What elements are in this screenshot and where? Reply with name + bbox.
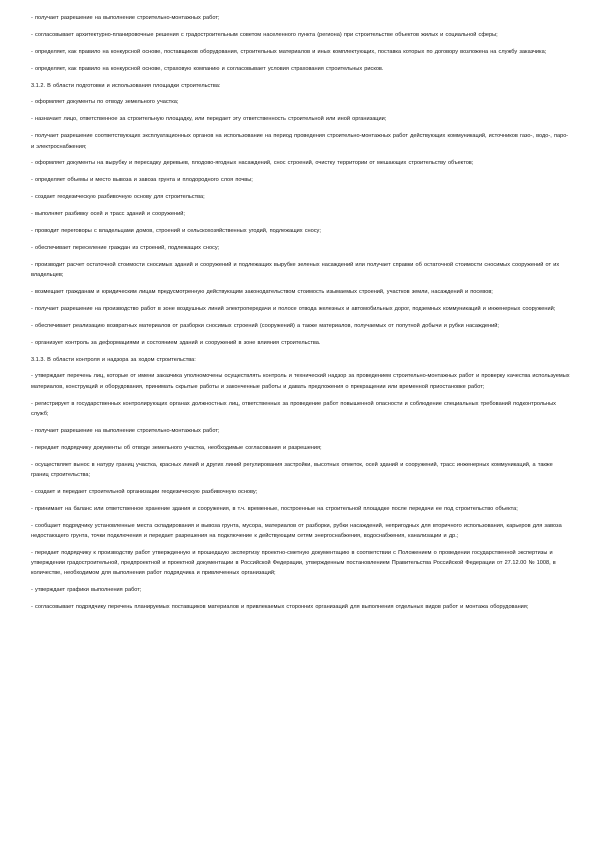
list-item: - оформляет документы по отводу земельного участка; [31, 99, 179, 106]
list-item: - определяет, как правило на конкурсной основе, поставщиков оборудования, строительных материалов и иных комплектующих, поставка которых по договору возложена на службу заказчика; [31, 48, 547, 55]
list-item: - принимает на баланс или ответственное хранение здания и сооружения, в т.ч. временные, построенные на строительной площадке после передачи ее под строительство объекта; [31, 505, 518, 512]
list-item: - согласовывает архитектурно-планировочные решения с градостроительным советом населенного пункта (региона) при строительстве объектов жилых и социальной сферы; [31, 31, 498, 38]
list-item: - получает разрешение на выполнение строительно-монтажных работ; [31, 15, 220, 21]
list-item: - выполняет разбивку осей и трасс зданий и сооружений; [31, 211, 185, 218]
list-item: - проводит переговоры с владельцами домов, строений и сельскохозяйственных угодий, подлежащих сносу; [31, 227, 321, 234]
list-item: - обеспечивает реализацию возвратных материалов от разборки сносимых строений (сооружений) а также материалов, получаемых от попутной добычи и рубки насаждений; [31, 322, 499, 329]
section-heading: 3.1.3. В области контроля и надзора за ходом строительства: [31, 356, 196, 363]
list-item: - оформляет документы на вырубку и пересадку деревьев, плодово-ягодных насаждений, снос строений, очистку территории от мешающих строительству объектов; [31, 160, 474, 167]
list-item: - осуществляет вынос в натуру границ участка, красных линий и других линий регулирования застройки, высотных отметок, осей зданий и сооружений, трасс инженерных коммуникаций, а также границ строительства; [31, 461, 553, 478]
list-item: - утверждает графики выполнения работ; [31, 587, 142, 594]
list-item: - регистрирует в государственных контролирующих органах должностных лиц, ответственных за проведение работ повышенной опасности и соблюдение специальных требований подконтрольных служб; [31, 400, 556, 417]
list-item: - получает разрешение на производство работ в зоне воздушных линий электропередачи и полосе отвода железных и автомобильных дорог, подземных коммуникаций и инженерных сооружений; [31, 305, 556, 312]
list-item: - передает подрядчику документы об отводе земельного участка, необходимые согласования и разрешения; [31, 444, 322, 451]
list-item: - получает разрешение соответствующих эксплуатационных органов на использование на период проведения строительно-монтажных работ действующих коммуникаций, источников газо-, водо-, паро- и электроснабжения; [31, 133, 569, 150]
list-item: - передает подрядчику к производству работ утвержденную и прошедшую экспертизу проектно-сметную документацию в соответствии с Положением о проведении государственной экспертизы и утверждении градостроительной, предпроектной и проектной документации в Российской Федерации, утвержденным постановлением Правительства Российской Федерации от 27.12.00 № 1008, в количестве, необходимом для выполнения работ подрядчика и привлеченных организаций; [31, 549, 556, 577]
list-item: - организует контроль за деформациями и состоянием зданий и сооружений в зоне влияния строительства. [31, 339, 321, 346]
list-item: - назначает лицо, ответственное за строительную площадку, или передает эту ответственность строительной или иной организации; [31, 116, 387, 123]
section-heading: 3.1.2. В области подготовки и использования площадки строительства: [31, 82, 221, 89]
list-item: - определяет объемы и место вывоза и завоза грунта и плодородного слоя почвы; [31, 177, 253, 184]
list-item: - определяет, как правило на конкурсной основе, страховую компанию и согласовывает условия страхования строительных рисков. [31, 65, 384, 72]
list-item: - сообщает подрядчику установленные места складирования и вывоза грунта, мусора, материалов от разборки, рубки насаждений, непригодных для вторичного использования, карьеров для завоза недостающего грунта, точки подключения и передает разрешения на подключение к действующим сетям энергоснабжения, водоснабжения, канализации и др.; [31, 522, 562, 539]
list-item: - получает разрешение на выполнение строительно-монтажных работ; [31, 427, 220, 434]
list-item: - создает геодезическую разбивочную основу для строительства; [31, 194, 205, 201]
list-item: - создает и передает строительной организации геодезическую разбивочную основу; [31, 488, 258, 495]
list-item: - производит расчет остаточной стоимости сносимых зданий и сооружений и подлежащих вырубке зеленых насаждений или получает справки об остаточной стоимости сносимых сооружений от их владельцев; [31, 261, 560, 279]
list-item: - утверждает перечень лиц, которые от имени заказчика уполномочены осуществлять контроль и технический надзор за проведением строительно-монтажных работ и проверку качества используемых материалов, конструкций и оборудования, принимать скрытые работы и законченные работы и давать предложения о прекращении или временной приостановке работ; [31, 373, 570, 390]
list-item: - обеспечивает переселение граждан из строений, подлежащих сносу; [31, 244, 220, 251]
list-item: - возмещает гражданам и юридическим лицам предусмотренную действующим законодательством стоимость изымаемых строений, участков земли, насаждений и посевов; [31, 288, 493, 295]
list-item: - согласовывает подрядчику перечень планируемых поставщиков материалов и привлекаемых сторонних организаций для выполнения отдельных видов работ и монтажа оборудования; [31, 604, 529, 611]
